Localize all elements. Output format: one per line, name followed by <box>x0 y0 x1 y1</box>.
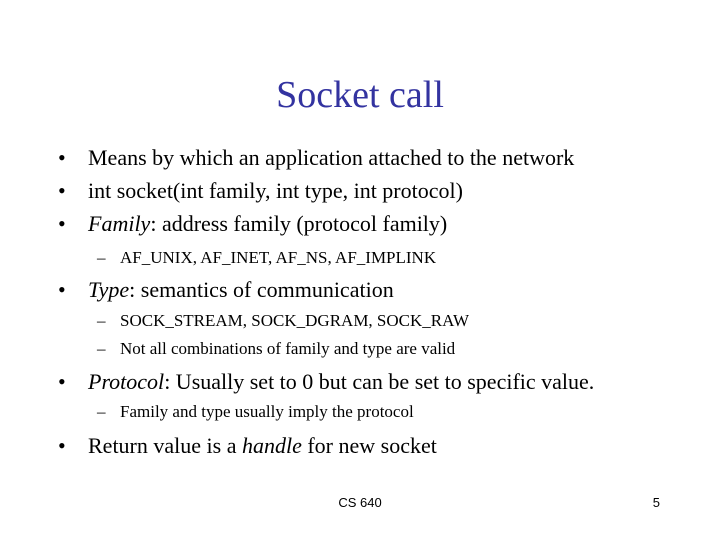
bullet-text <box>88 277 394 303</box>
sub-bullet-marker: – <box>97 402 106 421</box>
bullet-text: int socket(int family, int type, int protocol) <box>88 178 463 203</box>
bullet-term: Type <box>88 277 130 302</box>
bullet-marker: • <box>58 145 66 170</box>
bullet-marker: • <box>58 211 66 236</box>
bullet-term: Protocol <box>88 369 165 394</box>
slide-title: Socket call <box>276 74 444 116</box>
sub-bullet-text: Family and type usually imply the protocol <box>120 402 414 421</box>
footer-page-number: 5 <box>652 495 660 510</box>
bullet-rest: : semantics of communication <box>129 277 394 302</box>
sub-bullet-marker: – <box>97 248 106 267</box>
bullet-text: Means by which an application attached to the network <box>88 145 575 170</box>
bullet-text <box>88 369 594 395</box>
bullet-text <box>88 211 447 237</box>
sub-bullet-text: AF_UNIX, AF_INET, AF_NS, AF_IMPLINK <box>120 248 437 267</box>
bullet-rest: : address family (protocol family) <box>150 211 448 236</box>
bullet-before: Return value is a <box>88 433 242 458</box>
bullet-term: handle <box>241 433 302 458</box>
sub-bullet-text: SOCK_STREAM, SOCK_DGRAM, SOCK_RAW <box>120 311 470 330</box>
bullet-term: Family <box>88 211 151 236</box>
bullet-marker: • <box>58 369 66 394</box>
bullet-rest: : Usually set to 0 but can be set to specific value. <box>164 369 595 394</box>
sub-bullet-text: Not all combinations of family and type are valid <box>120 339 456 358</box>
sub-bullet-marker: – <box>97 339 106 358</box>
bullet-marker: • <box>58 433 66 458</box>
bullet-marker: • <box>58 178 66 203</box>
sub-bullet-marker: – <box>97 311 106 330</box>
bullet-text <box>88 433 437 459</box>
footer-course: CS 640 <box>338 495 382 510</box>
bullet-marker: • <box>58 277 66 302</box>
bullet-after: for new socket <box>301 433 437 458</box>
